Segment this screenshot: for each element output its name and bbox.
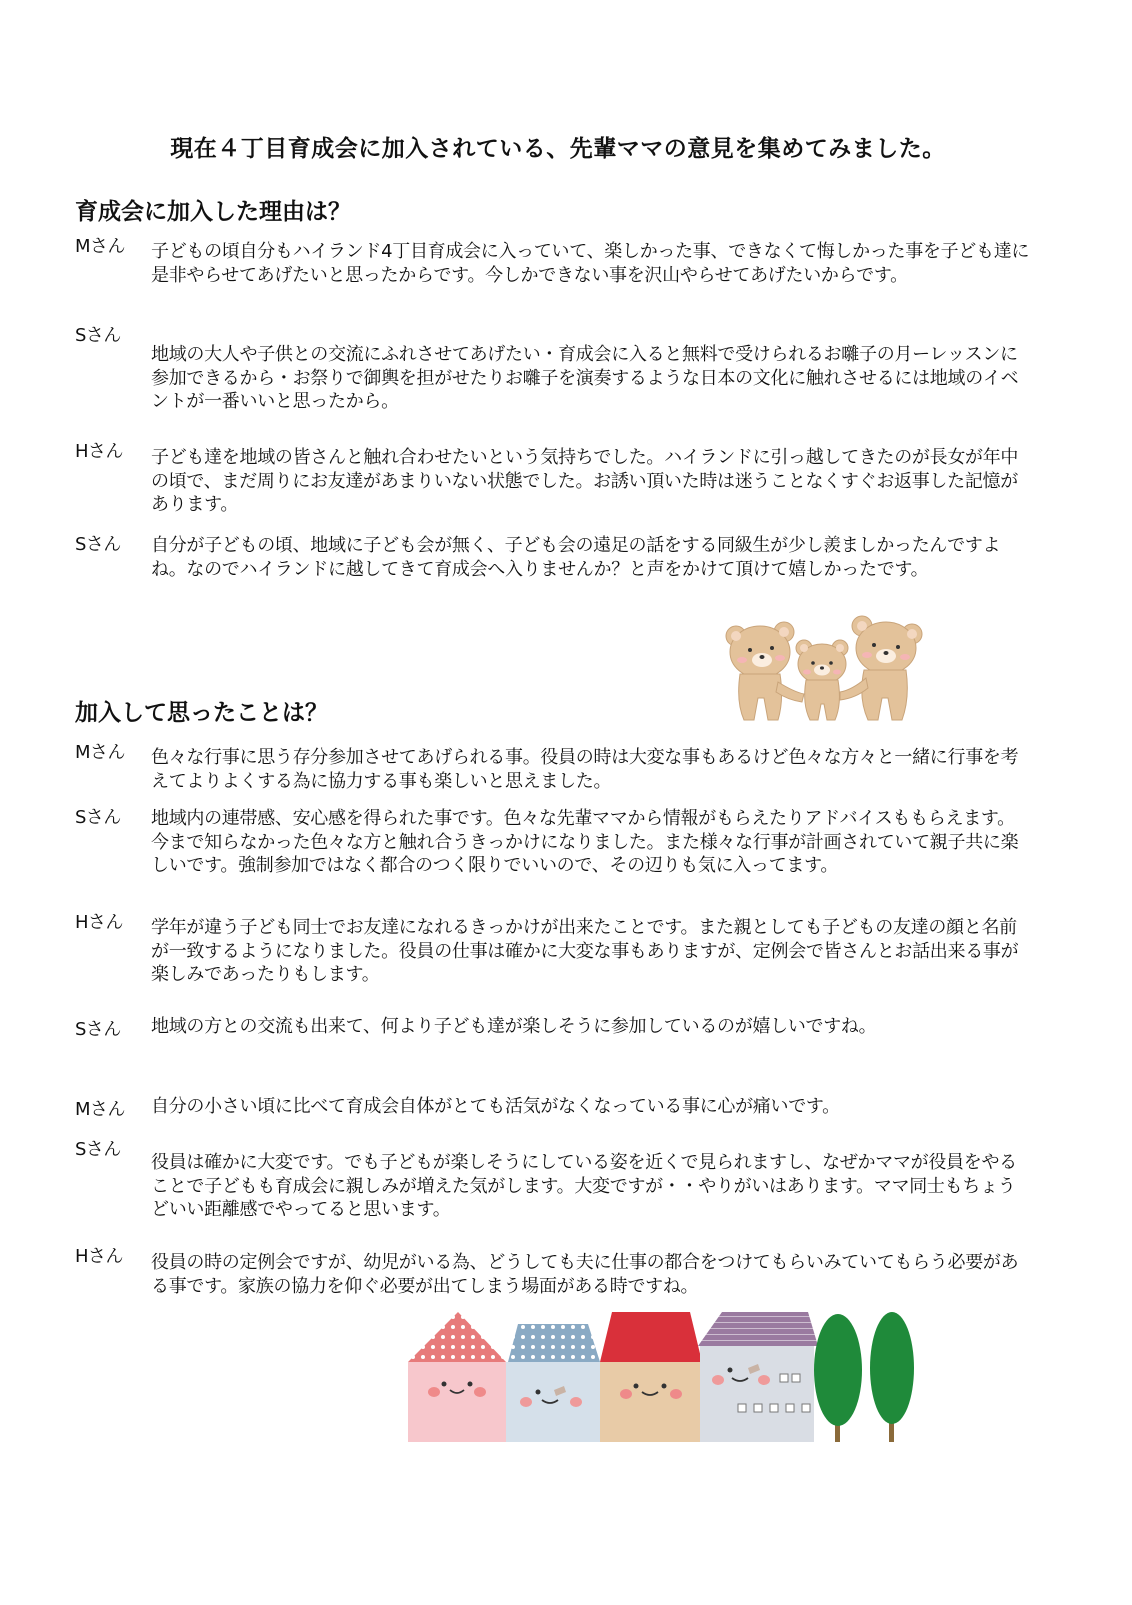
speaker-label: Mさん	[75, 1099, 126, 1120]
comment-text: 子どもの頃自分もハイランド4丁目育成会に入っていて、楽しかった事、できなくて悔しかった事を子ども達に是非やらせてあげたいと思ったからです。今しかできない事を沢山やらせてあげたいからです。	[151, 241, 1030, 286]
speaker-label: Hさん	[75, 1246, 124, 1267]
comment-text: 地域内の連帯感、安心感を得られた事です。色々な先輩ママから情報がもらえたりアドバイスももらえます。今まで知らなかった色々な方と触れ合うきっかけになりました。また様々な行事が計画されていて親子共に楽しいです。強制参加ではなく都合のつく限りでいいので、その辺りも気に入ってます。	[151, 808, 1019, 876]
speaker-label: Sさん	[75, 1139, 121, 1160]
speaker-label: Mさん	[75, 742, 126, 763]
comment-text: 地域の方との交流も出来て、何より子ども達が楽しそうに参加しているのが嬉しいですね。	[151, 1016, 877, 1037]
speaker-label: Sさん	[75, 325, 121, 346]
comment-text: 自分が子どもの頃、地域に子ども会が無く、子ども会の遠足の話をする同級生が少し羨ましかったんですよね。なのでハイランドに越してきて育成会へ入りませんか？と声をかけて頂けて嬉しかったです。	[151, 535, 1001, 580]
speaker-label: Sさん	[75, 807, 121, 828]
comment-text: 役員の時の定例会ですが、幼児がいる為、どうしても夫に仕事の都合をつけてもらいみていてもらう必要がある事です。家族の協力を仰ぐ必要が出てしまう場面がある時ですね。	[151, 1252, 1019, 1297]
comment-text: 自分の小さい頃に比べて育成会自体がとても活気がなくなっている事に心が痛いです。	[151, 1096, 840, 1117]
houses-trees-illustration	[408, 1312, 928, 1442]
comment-text: 地域の大人や子供との交流にふれさせてあげたい・育成会に入ると無料で受けられるお囃子の月ーレッスンに参加できるから・お祭りで御輿を担がせたりお囃子を演奏するような日本の文化に触れさせるには地域のイベントが一番いいと思ったから。	[151, 344, 1019, 412]
speaker-label: Sさん	[75, 534, 121, 555]
bear-family-illustration	[722, 612, 942, 724]
comment-text: 役員は確かに大変です。でも子どもが楽しそうにしている姿を近くで見られますし、なぜかママが役員をやることで子どもも育成会に親しみが増えた気がします。大変ですが・・やりがいはあります。ママ同士もちょうどいい距離感でやってると思います。	[151, 1152, 1017, 1220]
section-heading-impressions: 加入して思ったことは？	[75, 700, 328, 726]
section-heading-reasons: 育成会に加入した理由は？	[75, 199, 351, 225]
speaker-label: Hさん	[75, 912, 124, 933]
speaker-label: Hさん	[75, 441, 124, 462]
comment-text: 子ども達を地域の皆さんと触れ合わせたいという気持ちでした。ハイランドに引っ越してきたのが長女が年中の頃で、まだ周りにお友達があまりいない状態でした。お誘い頂いた時は迷うことなくすぐお返事した記憶があります。	[151, 447, 1019, 515]
page-title: 現在４丁目育成会に加入されている、先輩ママの意見を集めてみました。	[170, 136, 946, 162]
comment-text: 学年が違う子ども同士でお友達になれるきっかけが出来たことです。また親としても子どもの友達の顔と名前が一致するようになりました。役員の仕事は確かに大変な事もありますが、定例会で皆さんとお話出来る事が楽しみであったりもします。	[151, 917, 1019, 985]
speaker-label: Mさん	[75, 236, 126, 257]
speaker-label: Sさん	[75, 1019, 121, 1040]
comment-text: 色々な行事に思う存分参加させてあげられる事。役員の時は大変な事もあるけど色々な方々と一緒に行事を考えてよりよくする為に協力する事も楽しいと思えました。	[151, 747, 1019, 792]
